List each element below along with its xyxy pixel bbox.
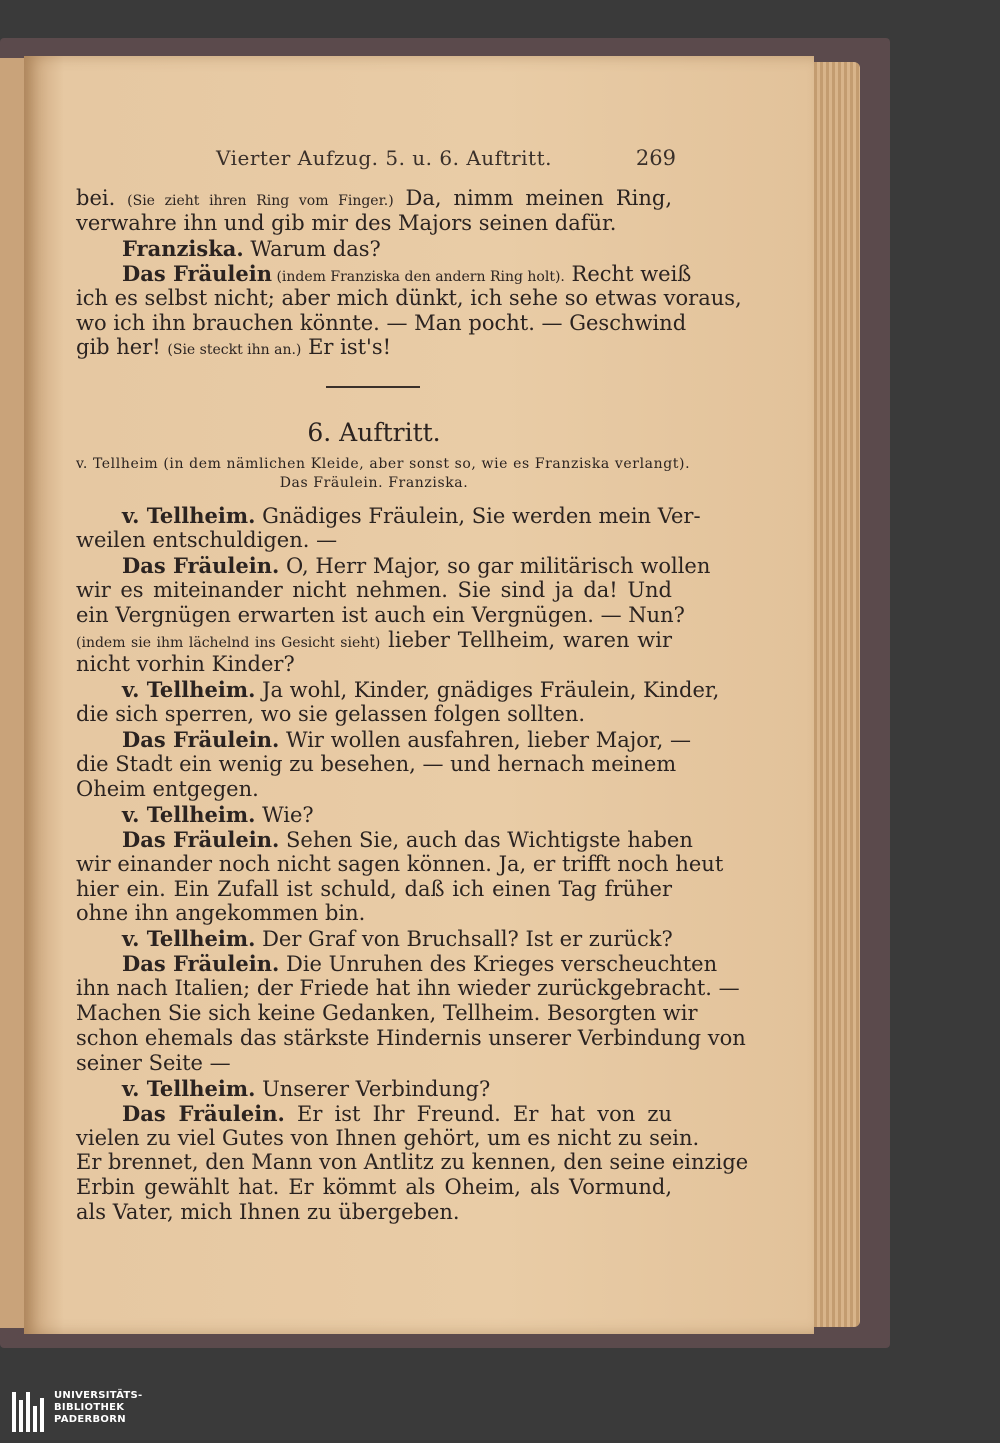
text-line: [76, 528, 672, 553]
line-text: weilen entschuldigen. —: [76, 527, 338, 552]
text-line: [76, 652, 672, 677]
speaker-name: v. Tellheim.: [122, 1075, 256, 1101]
text-line: [76, 310, 687, 336]
line-text: nicht vorhin Kinder?: [76, 652, 295, 677]
library-logo: [12, 1390, 172, 1438]
text-line: [76, 976, 740, 1001]
speaker-name: Das Fräulein.: [122, 1100, 285, 1126]
text-line: [76, 1175, 672, 1200]
scene-title: 6. Auftritt.: [307, 418, 441, 447]
text-line: [76, 877, 672, 902]
text-line: [76, 1076, 672, 1101]
speaker-name: Das Fräulein.: [122, 552, 280, 578]
text-line: [76, 1125, 700, 1151]
line-text: Die Unruhen des Krieges verscheuchten: [279, 952, 718, 977]
line-text: verwahre ihn und gib mir des Majors seinen dafür.: [76, 210, 617, 235]
line-text: Wir wollen ausfahren, lieber Major, —: [279, 728, 692, 753]
text-line: [76, 1025, 746, 1051]
cast-line-2: Das Fräulein. Franziska.: [279, 475, 469, 491]
speaker-name: Das Fräulein.: [122, 727, 280, 753]
stage-direction: (Sie steckt ihn an.): [167, 342, 302, 359]
line-text: wo ich ihn brauchen könnte. — Man pocht. — Geschwind: [76, 310, 687, 335]
facing-page-edge: [0, 58, 26, 1328]
speaker-name: Das Fräulein.: [122, 951, 280, 977]
text-line: [76, 752, 677, 777]
line-text: Der Graf von Bruchsall? Ist er zurück?: [255, 927, 673, 952]
speaker-name: Das Fräulein.: [122, 826, 280, 852]
line-text: schon ehemals das stärkste Hindernis unserer Verbindung von: [76, 1025, 746, 1050]
text-line: [76, 503, 701, 528]
line-text: Machen Sie sich keine Gedanken, Tellheim. Besorgten wir: [76, 1001, 698, 1025]
line-text: Er brennet, den Mann von Antlitz zu kennen, den seine einzige: [76, 1150, 749, 1175]
line-text: vielen zu viel Gutes von Ihnen gehört, um es nicht zu sein.: [76, 1125, 700, 1150]
text-line: [76, 578, 672, 603]
line-text: gib her!: [76, 335, 168, 360]
text-line: [76, 802, 672, 827]
line-text: Ja wohl, Kinder, gnädiges Fräulein, Kinder,: [255, 678, 720, 703]
text-line: [76, 727, 692, 753]
line-text: wir einander noch nicht sagen können. Ja, er trifft noch heut: [76, 851, 724, 876]
text-line: [76, 186, 672, 211]
text-line: [76, 826, 693, 852]
speaker-name: v. Tellheim.: [122, 503, 256, 528]
line-text: lieber Tellheim, waren wir: [380, 627, 672, 652]
line-text: hier ein. Ein Zufall ist schuld, daß ich einen Tag früher: [76, 876, 672, 901]
text-line: [76, 1101, 672, 1126]
speaker-name: Das Fräulein: [122, 260, 273, 286]
line-text: Oheim entgegen.: [76, 776, 259, 801]
line-text: Er ist Ihr Freund. Er hat von zu: [284, 1101, 672, 1126]
stage-direction: (indem sie ihm lächelnd ins Gesicht sieht): [76, 634, 381, 651]
line-text: Erbin gewählt hat. Er kömmt als Oheim, als Vormund,: [76, 1175, 672, 1200]
speaker-name: v. Tellheim.: [122, 801, 256, 827]
line-text: O, Herr Major, so gar militärisch wollen: [279, 553, 711, 578]
stage-direction: (indem Franziska den andern Ring holt).: [272, 268, 565, 285]
line-text: ohne ihn angekommen bin.: [76, 901, 366, 926]
text-line: [76, 926, 672, 951]
line-text: Warum das?: [243, 236, 381, 261]
text-line: [76, 777, 672, 802]
line-text: Sehen Sie, auch das Wichtigste haben: [279, 827, 693, 852]
text-line: [76, 260, 692, 286]
line-text: die Stadt ein wenig zu besehen, — und hernach meinem: [76, 752, 677, 776]
speaker-name: Franziska.: [122, 235, 244, 261]
text-line: [76, 211, 672, 236]
cast-line-1: v. Tellheim (in dem nämlichen Kleide, aber sonst so, wie es Franziska verlangt).: [76, 456, 691, 472]
line-text: die sich sperren, wo sie gelassen folgen sollten.: [76, 702, 586, 727]
speaker-name: v. Tellheim.: [122, 926, 256, 952]
text-line: [76, 335, 672, 360]
stage-direction: (Sie zieht ihren Ring vom Finger.): [127, 193, 394, 209]
line-text: Da, nimm meinen Ring,: [393, 186, 673, 210]
running-head: Vierter Aufzug. 5. u. 6. Auftritt.: [216, 146, 552, 170]
section-rule: [326, 386, 420, 388]
text-line: [76, 285, 742, 311]
text-line: [76, 236, 672, 261]
text-line: [76, 1150, 749, 1175]
line-text: Er ist's!: [301, 335, 392, 360]
line-text: ein Vergnügen erwarten ist auch ein Vergnügen. — Nun?: [76, 602, 685, 627]
line-text: bei.: [76, 186, 128, 210]
library-bars-icon: [12, 1392, 48, 1432]
line-text: als Vater, mich Ihnen zu übergeben.: [76, 1200, 460, 1225]
line-text: seiner Seite —: [76, 1050, 231, 1075]
line-text: wir es miteinander nicht nehmen. Sie sind ja da! Und: [76, 577, 672, 602]
library-name: UNIVERSITÄTS- BIBLIOTHEK PADERBORN: [54, 1390, 143, 1425]
page-number: 269: [635, 146, 676, 170]
speaker-name: v. Tellheim.: [122, 677, 256, 703]
line-text: ihn nach Italien; der Friede hat ihn wieder zurückgebracht. —: [76, 976, 740, 1001]
text-line: [76, 628, 672, 653]
text-line: [76, 901, 672, 926]
text-line: [76, 1051, 672, 1076]
line-text: Wie?: [255, 802, 314, 827]
line-text: ich es selbst nicht; aber mich dünkt, ich sehe so etwas voraus,: [76, 285, 742, 310]
line-text: Unserer Verbindung?: [255, 1076, 491, 1101]
text-line: [76, 602, 685, 628]
text-line: [76, 677, 720, 703]
text-line: [76, 1001, 698, 1026]
text-line: [76, 1200, 672, 1225]
text-line: [76, 951, 718, 977]
text-line: [76, 552, 711, 578]
line-text: Recht weiß: [564, 261, 692, 286]
page-header: [76, 146, 676, 176]
text-line: [76, 851, 724, 877]
line-text: Gnädiges Fräulein, Sie werden mein Ver-: [255, 504, 701, 528]
text-line: [76, 702, 672, 727]
